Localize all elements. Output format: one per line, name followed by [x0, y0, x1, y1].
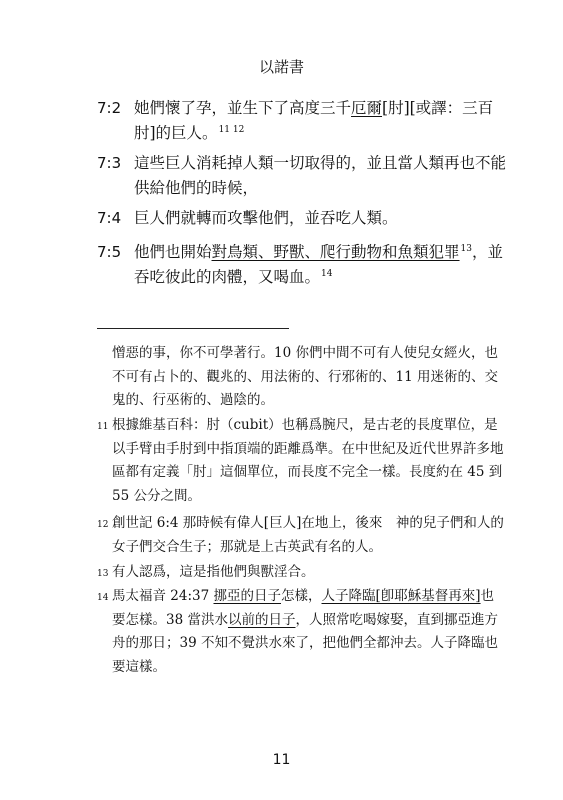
footnote-14: 14 馬太福音 24:37 挪亞的日子怎樣，人子降臨[卽耶穌基督再來]也要怎樣。38 當洪水以前的日子，人照常吃喝嫁娶，直到挪亞進方舟的那日；39 不知不覺洪水來了，把他們全都沖去。人子降臨也要這樣。 — [97, 588, 498, 675]
verse-text: 這些巨人消耗掉人類一切取得的，並且當人類再也不能供給他們的時候， — [134, 154, 507, 197]
footnote-ref: 11 12 — [218, 125, 245, 135]
footnote-13: 13 有人認爲，這是指他們與獸淫合。 — [97, 561, 507, 585]
footnote-ref: 14 — [321, 269, 333, 279]
verse-7-3 — [97, 151, 507, 201]
verse-number: 7:4 — [97, 209, 122, 227]
footnote-number: 11 — [97, 422, 109, 432]
verse-7-2 — [97, 96, 507, 146]
footnote-divider — [97, 328, 289, 329]
footnote-number: 14 — [97, 593, 109, 603]
verse-text: 她們懷了孕，並生下了高度三千厄爾[肘][或譯：三百肘]的巨人。$^{11 12}$ — [134, 99, 494, 142]
footnote-11: 11 根據維基百科：肘（cubit）也稱爲腕尺，是古老的長度單位，是以手臂由手肘到中指頂端的距離爲準。在中世紀及近代世界許多地區都有定義「肘」這個單位，而長度不完全一樣。長度約在 45 到 55 公分之間。 — [97, 417, 504, 504]
footnote-number: 13 — [97, 569, 109, 579]
verse-number: 7:3 — [97, 154, 122, 172]
footnote-12: 12 創世記 6:4 那時候有偉人[巨人]在地上，後來 神的兒子們和人的女子們交合生子；那就是上古英武有名的人。 — [97, 515, 504, 555]
footnote-continuation: 憎惡的事，你不可學著行。10 你們中間不可有人使兒女經火，也不可有占卜的、觀兆的、用法術的、行邪術的、11 用迷術的、交鬼的、行巫術的、過陰的。 — [112, 345, 498, 408]
verse-text: 巨人們就轉而攻擊他們，並吞吃人類。 — [134, 209, 398, 227]
footnote-number: 12 — [97, 520, 109, 530]
verse-number: 7:5 — [97, 243, 122, 261]
verse-text: 他們也開始對鳥類、野獸、爬行動物和魚類犯罪$^{13}$，並吞吃彼此的肉體，又喝血。$^{14}$ — [134, 243, 503, 286]
page-header: 以諾書 — [258, 58, 304, 76]
verse-7-5 — [97, 240, 507, 290]
footnote-ref: 13 — [460, 244, 472, 254]
page-number: 11 — [272, 752, 291, 768]
verse-number: 7:2 — [97, 99, 122, 117]
verse-7-4 — [97, 206, 507, 231]
